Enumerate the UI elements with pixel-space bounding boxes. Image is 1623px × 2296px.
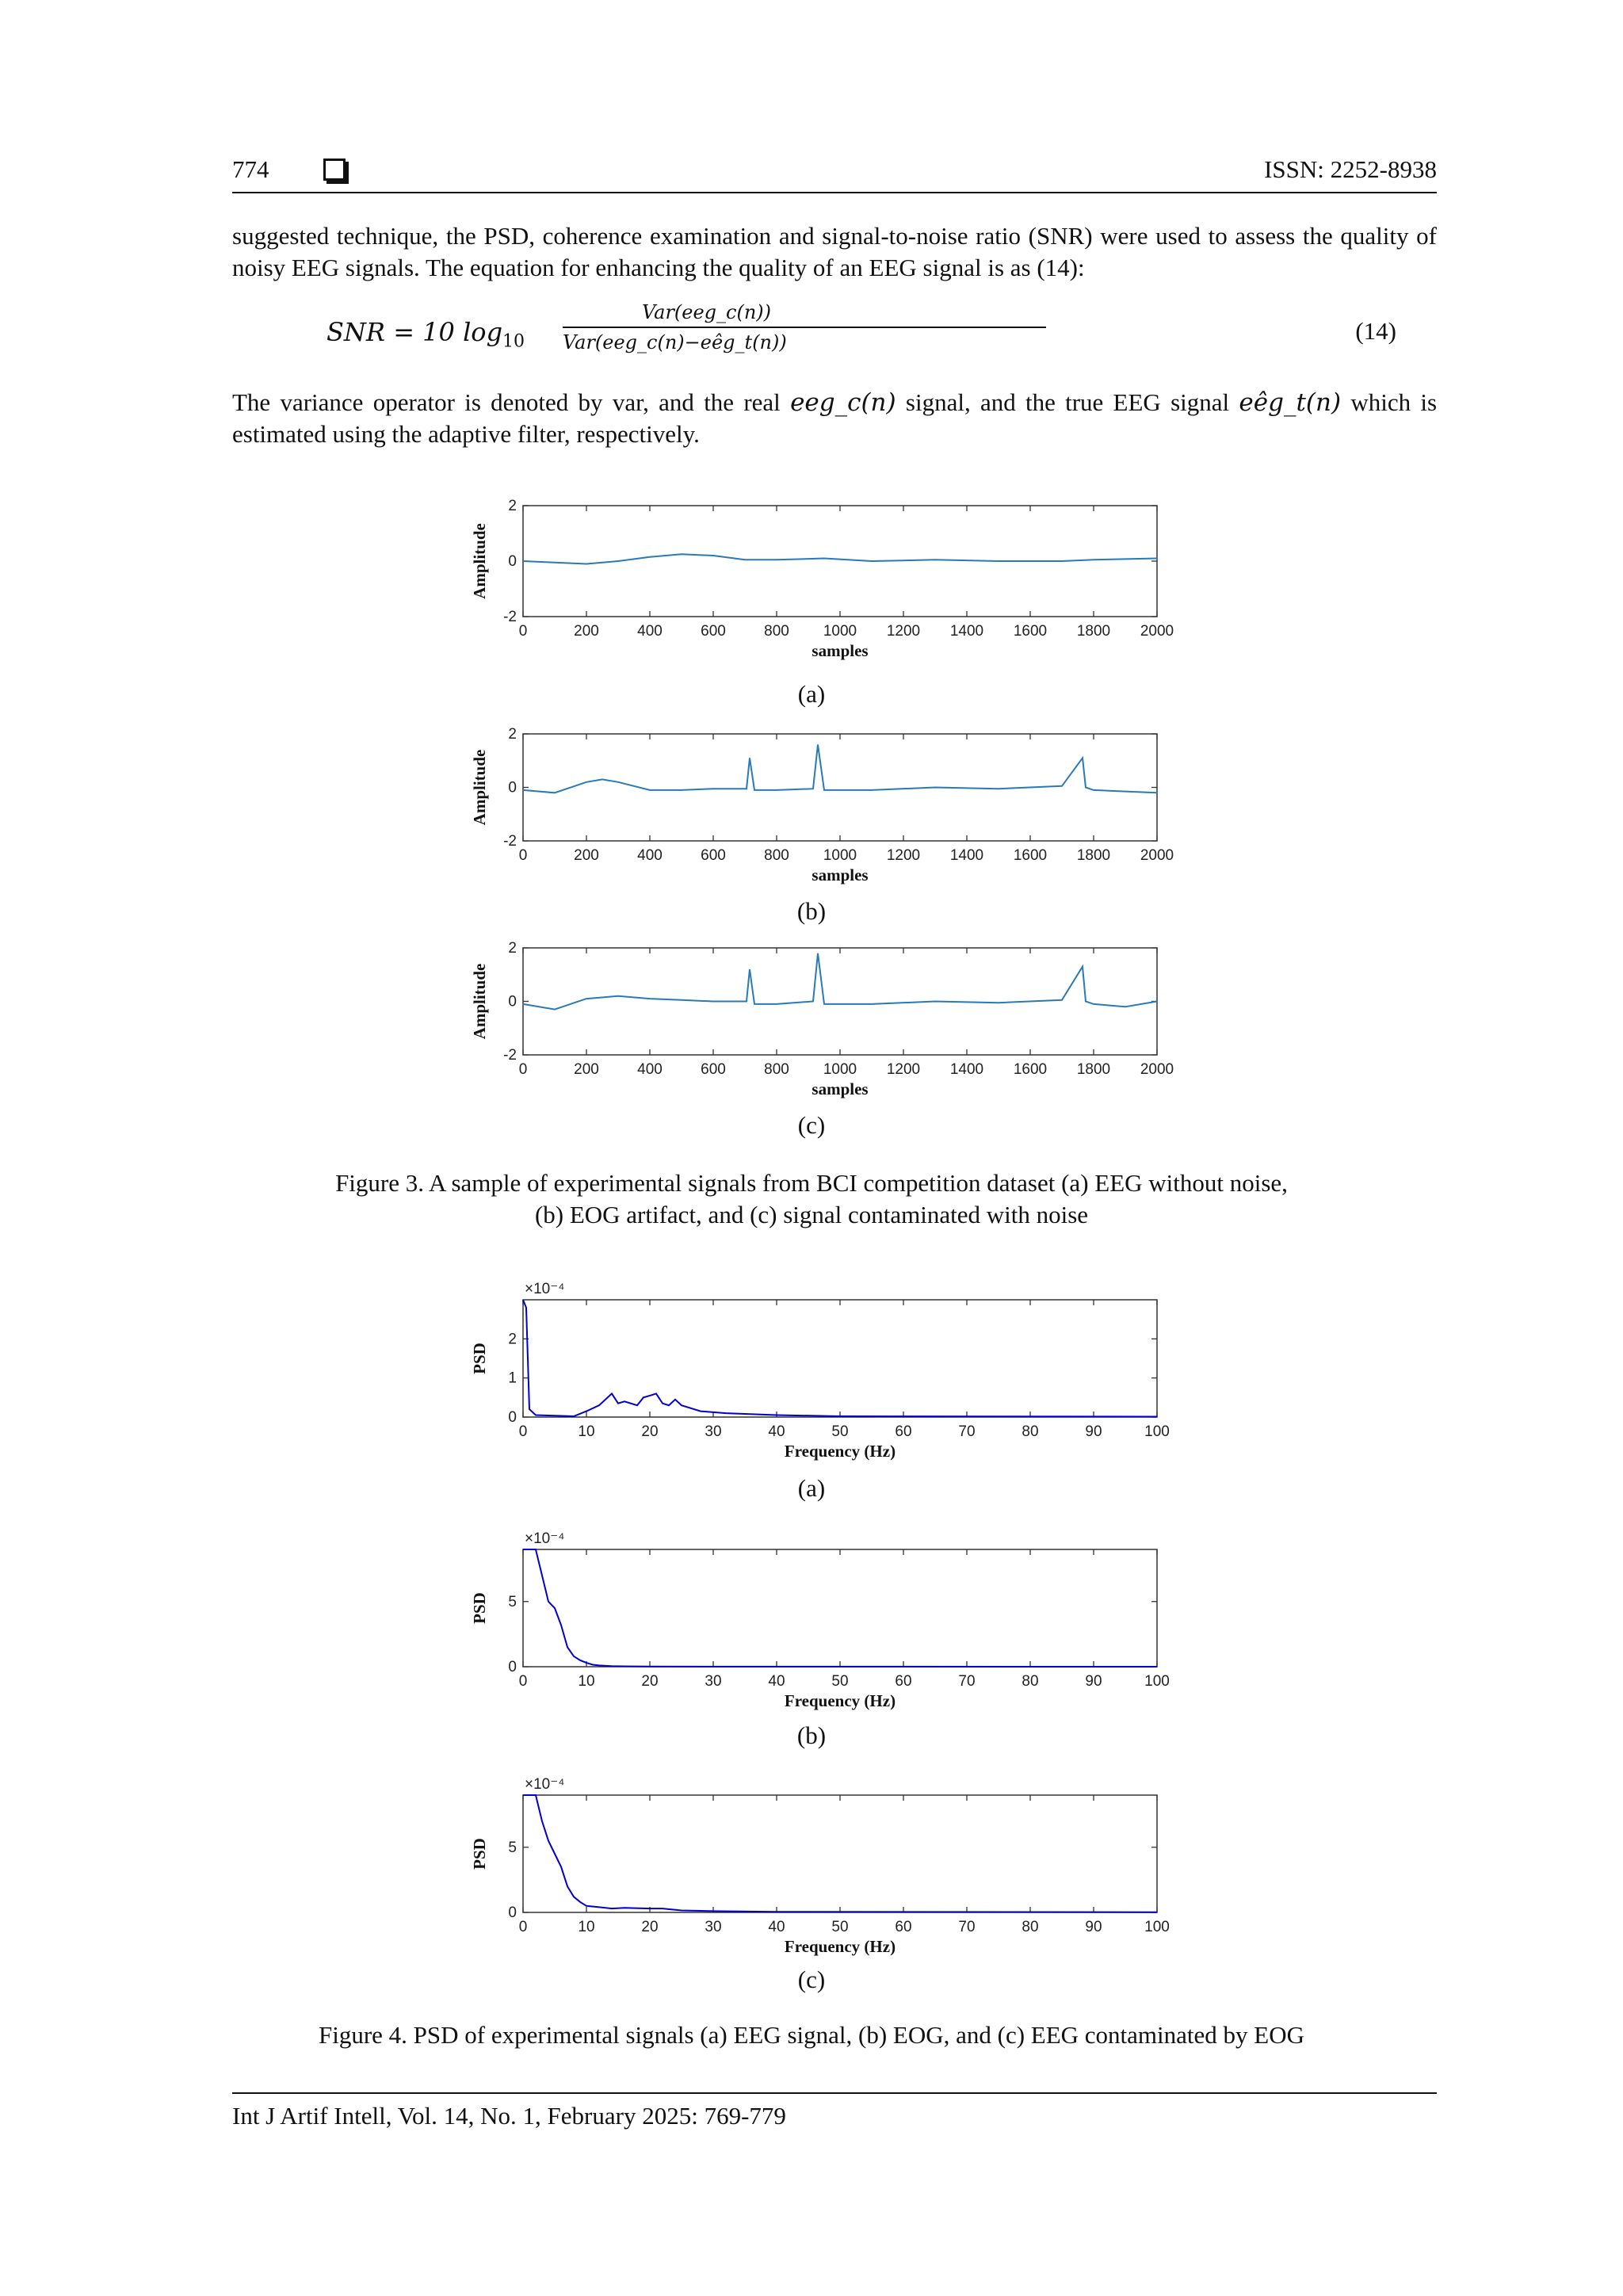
- series-line: [523, 554, 1157, 563]
- x-tick-label: 70: [958, 1919, 976, 1935]
- plot-frame: [523, 948, 1157, 1055]
- series-line: [523, 1300, 1157, 1417]
- x-tick-label: 0: [518, 623, 528, 640]
- x-tick-label: 1200: [886, 623, 921, 640]
- paragraph-variance: The variance operator is denoted by var, and the real eeg_c(n) signal, and the true EEG signal eêg_t(n) which is estimated using the adaptive filter, respectively.: [232, 388, 1438, 448]
- x-tick-label: 80: [1022, 1673, 1039, 1690]
- x-tick-label: 10: [578, 1423, 595, 1440]
- y-tick-label: -2: [503, 609, 517, 625]
- y-axis-label: PSD: [470, 1838, 489, 1870]
- x-tick-label: 100: [1144, 1919, 1170, 1935]
- y-exponent-label: ×10⁻⁴: [525, 1281, 565, 1297]
- y-exponent-label: ×10⁻⁴: [525, 1776, 565, 1793]
- x-tick-label: 30: [705, 1673, 722, 1690]
- x-axis-label: samples: [812, 1079, 869, 1098]
- fig4-panel-c: [468, 1771, 1205, 1962]
- x-tick-label: 1400: [949, 847, 984, 864]
- x-tick-label: 20: [641, 1423, 659, 1440]
- y-tick-label: 2: [508, 942, 517, 957]
- x-tick-label: 0: [518, 847, 528, 864]
- y-tick-label: -2: [503, 1047, 517, 1064]
- x-tick-label: 50: [831, 1673, 849, 1690]
- x-tick-label: 70: [958, 1423, 976, 1440]
- footer-citation: Int J Artif Intell, Vol. 14, No. 1, February 2025: 769-779: [232, 2102, 786, 2130]
- equation-lhs: SNR = 10 $\log_{10}$: [327, 317, 525, 352]
- x-tick-label: 800: [764, 623, 789, 640]
- x-tick-label: 600: [701, 1061, 726, 1078]
- figure4-caption: Figure 4. PSD of experimental signals (a) EEG signal, (b) EOG, and (c) EEG contaminated by EOG: [319, 2021, 1304, 2049]
- series-line: [523, 953, 1157, 1010]
- fraction-bar: [563, 327, 1046, 328]
- fig4-label-c: (c): [797, 1966, 826, 1993]
- x-tick-label: 70: [958, 1673, 976, 1690]
- x-tick-label: 50: [831, 1423, 849, 1440]
- x-tick-label: 40: [768, 1423, 785, 1440]
- x-tick-label: 60: [895, 1423, 912, 1440]
- x-tick-label: 800: [764, 847, 789, 864]
- series-line: [523, 745, 1157, 793]
- x-tick-label: 1200: [886, 1061, 921, 1078]
- fig4-panel-b: [468, 1526, 1205, 1716]
- x-tick-label: 600: [701, 847, 726, 864]
- y-tick-label: 1: [508, 1370, 517, 1387]
- x-tick-label: 1600: [1013, 847, 1048, 864]
- x-tick-label: 400: [637, 1061, 663, 1078]
- fig4-label-a: (a): [797, 1474, 826, 1502]
- x-tick-label: 1000: [823, 847, 857, 864]
- x-tick-label: 200: [574, 623, 599, 640]
- figure3-caption-line2: (b) EOG artifact, and (c) signal contaminated with noise: [534, 1201, 1089, 1228]
- x-tick-label: 60: [895, 1919, 912, 1935]
- x-tick-label: 0: [518, 1673, 528, 1690]
- x-axis-label: Frequency (Hz): [784, 1442, 896, 1461]
- plot-frame: [523, 1300, 1157, 1417]
- y-tick-label: 5: [508, 1839, 517, 1856]
- y-tick-label: 0: [508, 993, 517, 1010]
- x-tick-label: 1800: [1076, 1061, 1111, 1078]
- x-tick-label: 90: [1085, 1423, 1102, 1440]
- x-tick-label: 10: [578, 1673, 595, 1690]
- y-tick-label: 0: [508, 779, 517, 797]
- x-tick-label: 40: [768, 1919, 785, 1935]
- equation-fraction: [563, 301, 1054, 353]
- y-tick-label: 0: [508, 553, 517, 570]
- y-tick-label: 2: [508, 499, 517, 514]
- snr-equation: [327, 301, 1436, 365]
- series-line: [523, 1549, 1157, 1667]
- y-axis-label: Amplitude: [470, 963, 489, 1040]
- x-tick-label: 0: [518, 1919, 528, 1935]
- issn: ISSN: 2252-8938: [1264, 155, 1437, 183]
- x-axis-label: samples: [812, 641, 869, 660]
- y-tick-label: 2: [508, 728, 517, 743]
- header-rule: [232, 192, 1437, 193]
- fig3-panel-a: [468, 499, 1205, 666]
- footer-rule: [232, 2092, 1437, 2094]
- x-tick-label: 1800: [1076, 847, 1111, 864]
- x-tick-label: 1800: [1076, 623, 1111, 640]
- x-tick-label: 50: [831, 1919, 849, 1935]
- y-tick-label: 2: [508, 1331, 517, 1348]
- equation-denominator: Var(eeg_c(n)−eêg_t(n)): [563, 331, 787, 353]
- y-tick-label: 0: [508, 1409, 517, 1426]
- x-tick-label: 0: [518, 1423, 528, 1440]
- x-tick-label: 10: [578, 1919, 595, 1935]
- fig3-panel-b: [468, 728, 1205, 894]
- y-tick-label: 0: [508, 1904, 517, 1921]
- x-tick-label: 100: [1144, 1673, 1170, 1690]
- fig4-panel-a: [468, 1276, 1205, 1466]
- x-tick-label: 1200: [886, 847, 921, 864]
- plot-frame: [523, 1795, 1157, 1912]
- x-tick-label: 40: [768, 1673, 785, 1690]
- x-axis-label: samples: [812, 865, 869, 884]
- x-tick-label: 1000: [823, 623, 857, 640]
- x-tick-label: 20: [641, 1673, 659, 1690]
- equation-numerator: Var(eeg_c(n)): [642, 301, 772, 323]
- x-tick-label: 1400: [949, 1061, 984, 1078]
- x-tick-label: 2000: [1140, 623, 1174, 640]
- x-tick-label: 1400: [949, 623, 984, 640]
- journal-symbol-icon: [323, 159, 346, 183]
- figure3-caption-line1: Figure 3. A sample of experimental signals from BCI competition dataset (a) EEG without noise,: [335, 1169, 1288, 1197]
- y-tick-label: 5: [508, 1593, 517, 1610]
- x-tick-label: 1000: [823, 1061, 857, 1078]
- x-tick-label: 80: [1022, 1423, 1039, 1440]
- x-tick-label: 2000: [1140, 1061, 1174, 1078]
- x-tick-label: 90: [1085, 1919, 1102, 1935]
- fig3-label-c: (c): [797, 1111, 826, 1139]
- x-axis-label: Frequency (Hz): [784, 1691, 896, 1710]
- x-tick-label: 2000: [1140, 847, 1174, 864]
- x-tick-label: 800: [764, 1061, 789, 1078]
- equation-number: (14): [1355, 317, 1396, 345]
- y-tick-label: -2: [503, 833, 517, 850]
- x-axis-label: Frequency (Hz): [784, 1937, 896, 1956]
- y-axis-label: Amplitude: [470, 523, 489, 599]
- x-tick-label: 30: [705, 1423, 722, 1440]
- x-tick-label: 600: [701, 623, 726, 640]
- fig3-panel-c: [468, 942, 1205, 1108]
- x-tick-label: 400: [637, 847, 663, 864]
- x-tick-label: 200: [574, 1061, 599, 1078]
- x-tick-label: 30: [705, 1919, 722, 1935]
- fig4-label-b: (b): [796, 1721, 827, 1749]
- plot-frame: [523, 734, 1157, 841]
- fig3-label-b: (b): [796, 897, 827, 925]
- x-tick-label: 90: [1085, 1673, 1102, 1690]
- x-tick-label: 60: [895, 1673, 912, 1690]
- y-tick-label: 0: [508, 1659, 517, 1675]
- x-tick-label: 1600: [1013, 1061, 1048, 1078]
- plot-frame: [523, 1549, 1157, 1667]
- x-tick-label: 100: [1144, 1423, 1170, 1440]
- x-tick-label: 20: [641, 1919, 659, 1935]
- x-tick-label: 200: [574, 847, 599, 864]
- x-tick-label: 1600: [1013, 623, 1048, 640]
- y-axis-label: PSD: [470, 1343, 489, 1374]
- page-number: 774: [232, 155, 269, 183]
- y-axis-label: Amplitude: [470, 749, 489, 826]
- x-tick-label: 400: [637, 623, 663, 640]
- x-tick-label: 80: [1022, 1919, 1039, 1935]
- paragraph-intro: suggested technique, the PSD, coherence examination and signal-to-noise ratio (SNR) were used to assess the quality of noisy EEG signals. The equation for enhancing the quality of an EEG signal is as (14):: [232, 222, 1437, 281]
- x-tick-label: 0: [518, 1061, 528, 1078]
- fig3-label-a: (a): [797, 680, 826, 708]
- y-exponent-label: ×10⁻⁴: [525, 1530, 565, 1547]
- series-line: [523, 1795, 1157, 1912]
- y-axis-label: PSD: [470, 1592, 489, 1624]
